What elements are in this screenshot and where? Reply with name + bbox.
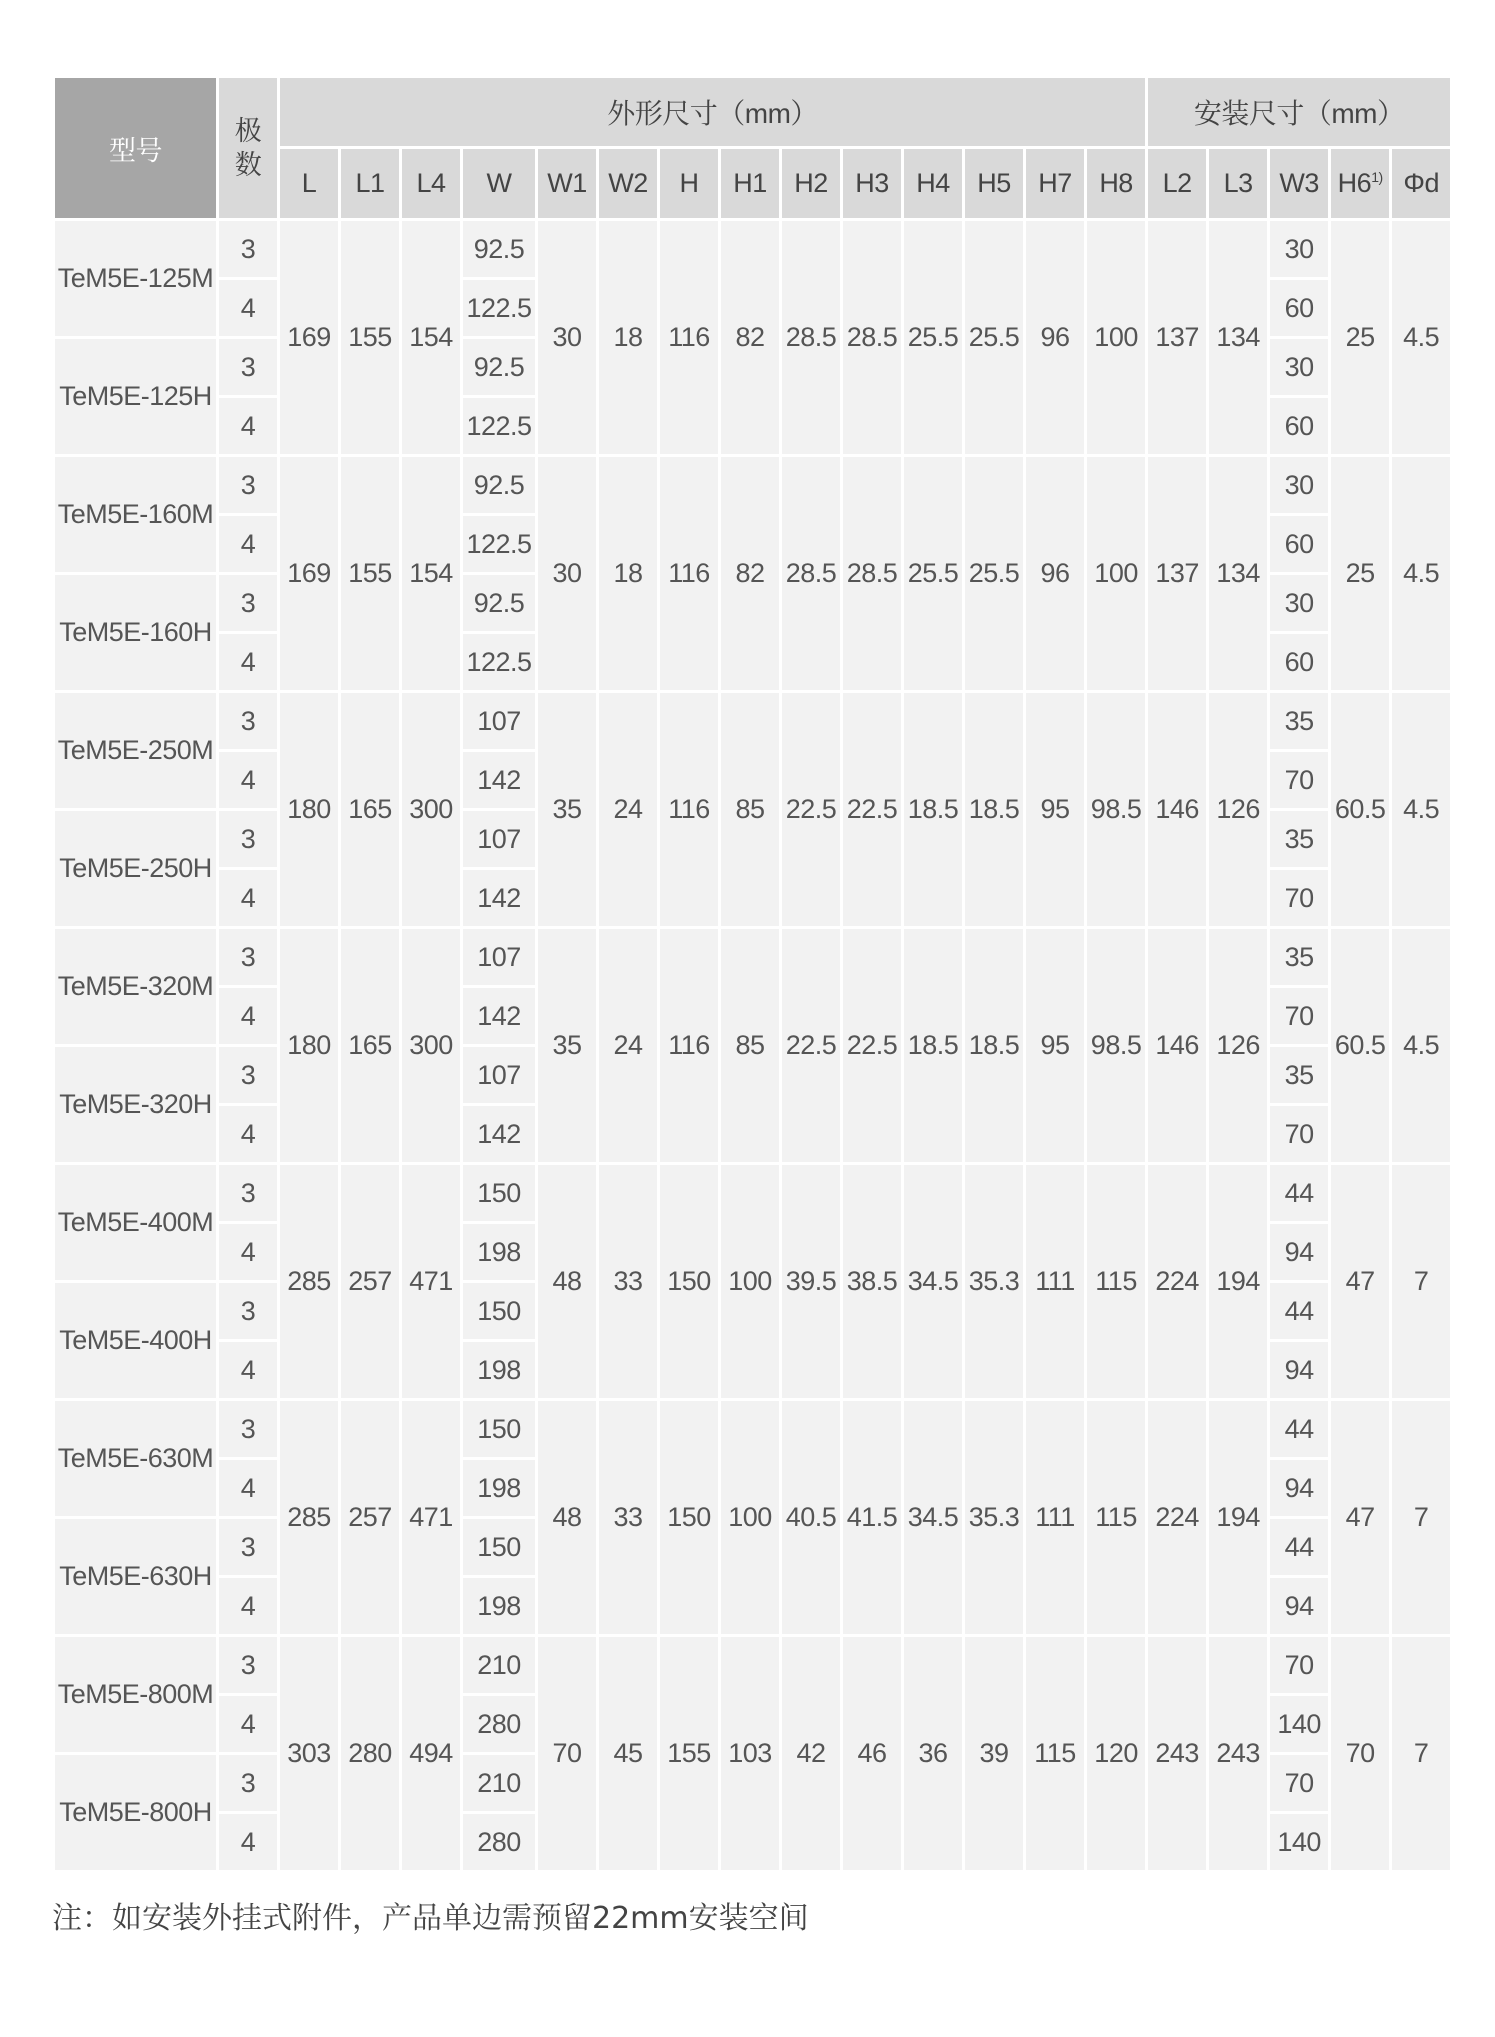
cell-l: 303 <box>280 1637 338 1870</box>
cell-h3: 46 <box>843 1637 901 1870</box>
cell-w3: 70 <box>1270 752 1328 808</box>
cell-l: 169 <box>280 221 338 454</box>
cell-l1: 165 <box>341 693 399 926</box>
cell-h6: 70 <box>1331 1637 1389 1870</box>
poles-cell: 3 <box>219 1755 277 1811</box>
cell-w: 122.5 <box>463 398 535 454</box>
cell-w: 280 <box>463 1696 535 1752</box>
cell-l2: 146 <box>1148 693 1206 926</box>
cell-h8: 115 <box>1087 1165 1145 1398</box>
cell-w1: 35 <box>538 929 596 1162</box>
cell-h7: 115 <box>1026 1637 1084 1870</box>
header-col-h1: H1 <box>721 149 779 218</box>
dimension-table <box>52 75 1453 1873</box>
model-cell: TeM5E-800M <box>55 1637 216 1752</box>
cell-h7: 95 <box>1026 929 1084 1162</box>
cell-h: 116 <box>660 221 718 454</box>
cell-w3: 35 <box>1270 1047 1328 1103</box>
table-row <box>55 929 1450 985</box>
cell-w3: 44 <box>1270 1165 1328 1221</box>
poles-cell: 4 <box>219 870 277 926</box>
cell-w3: 70 <box>1270 988 1328 1044</box>
cell-h2: 28.5 <box>782 221 840 454</box>
poles-cell: 3 <box>219 811 277 867</box>
cell-w3: 94 <box>1270 1342 1328 1398</box>
cell-h: 155 <box>660 1637 718 1870</box>
cell-h: 150 <box>660 1165 718 1398</box>
cell-h1: 82 <box>721 457 779 690</box>
poles-cell: 3 <box>219 1047 277 1103</box>
poles-cell: 3 <box>219 1401 277 1457</box>
table-row <box>55 221 1450 277</box>
cell-w: 210 <box>463 1637 535 1693</box>
cell-h1: 85 <box>721 693 779 926</box>
cell-l: 180 <box>280 929 338 1162</box>
cell-l2: 224 <box>1148 1401 1206 1634</box>
cell-h4: 34.5 <box>904 1165 962 1398</box>
cell-h2: 39.5 <box>782 1165 840 1398</box>
header-col-l: L <box>280 149 338 218</box>
model-cell: TeM5E-125M <box>55 221 216 336</box>
footnote: 注：如安装外挂式附件，产品单边需预留22mm安装空间 <box>52 1901 809 1936</box>
cell-h7: 96 <box>1026 221 1084 454</box>
cell-w3: 44 <box>1270 1401 1328 1457</box>
cell-h5: 18.5 <box>965 693 1023 926</box>
cell-w: 122.5 <box>463 280 535 336</box>
cell-w3: 35 <box>1270 693 1328 749</box>
cell-h4: 18.5 <box>904 929 962 1162</box>
cell-h1: 103 <box>721 1637 779 1870</box>
cell-h3: 28.5 <box>843 457 901 690</box>
poles-cell: 3 <box>219 575 277 631</box>
model-cell: TeM5E-250M <box>55 693 216 808</box>
cell-h1: 85 <box>721 929 779 1162</box>
cell-w2: 24 <box>599 693 657 926</box>
cell-h: 116 <box>660 693 718 926</box>
cell-w2: 33 <box>599 1401 657 1634</box>
cell-l4: 494 <box>402 1637 460 1870</box>
cell-h4: 25.5 <box>904 221 962 454</box>
cell-l1: 257 <box>341 1401 399 1634</box>
poles-cell: 3 <box>219 1283 277 1339</box>
cell-w2: 18 <box>599 221 657 454</box>
cell-w2: 24 <box>599 929 657 1162</box>
cell-l4: 471 <box>402 1401 460 1634</box>
cell-w: 107 <box>463 811 535 867</box>
cell-l3: 126 <box>1209 693 1267 926</box>
cell-l4: 300 <box>402 693 460 926</box>
poles-cell: 4 <box>219 516 277 572</box>
cell-l: 180 <box>280 693 338 926</box>
cell-h8: 100 <box>1087 221 1145 454</box>
cell-w: 142 <box>463 752 535 808</box>
cell-w: 210 <box>463 1755 535 1811</box>
cell-w3: 60 <box>1270 280 1328 336</box>
cell-h8: 115 <box>1087 1401 1145 1634</box>
header-col-h3: H3 <box>843 149 901 218</box>
cell-phi-d: 7 <box>1392 1165 1450 1398</box>
header-col-l3: L3 <box>1209 149 1267 218</box>
table-row <box>55 693 1450 749</box>
cell-w3: 94 <box>1270 1578 1328 1634</box>
cell-w: 142 <box>463 870 535 926</box>
cell-phi-d: 4.5 <box>1392 929 1450 1162</box>
cell-w1: 48 <box>538 1401 596 1634</box>
cell-l3: 243 <box>1209 1637 1267 1870</box>
cell-h2: 42 <box>782 1637 840 1870</box>
cell-h5: 18.5 <box>965 929 1023 1162</box>
header-col-h4: H4 <box>904 149 962 218</box>
cell-h2: 22.5 <box>782 693 840 926</box>
cell-l1: 155 <box>341 457 399 690</box>
cell-w: 198 <box>463 1460 535 1516</box>
cell-w3: 30 <box>1270 457 1328 513</box>
header-outline-dimensions: 外形尺寸（mm） <box>280 78 1145 146</box>
cell-h5: 35.3 <box>965 1401 1023 1634</box>
cell-l4: 154 <box>402 457 460 690</box>
cell-h1: 100 <box>721 1401 779 1634</box>
cell-h2: 40.5 <box>782 1401 840 1634</box>
cell-l2: 224 <box>1148 1165 1206 1398</box>
cell-h4: 18.5 <box>904 693 962 926</box>
cell-w3: 60 <box>1270 398 1328 454</box>
cell-w: 150 <box>463 1283 535 1339</box>
cell-w3: 94 <box>1270 1460 1328 1516</box>
cell-phi-d: 4.5 <box>1392 693 1450 926</box>
header-col-h: H <box>660 149 718 218</box>
cell-w: 198 <box>463 1578 535 1634</box>
cell-l3: 134 <box>1209 221 1267 454</box>
cell-w: 150 <box>463 1165 535 1221</box>
poles-cell: 3 <box>219 457 277 513</box>
header-col-h6: H6$^{1)}$ <box>1331 149 1389 218</box>
cell-l1: 155 <box>341 221 399 454</box>
cell-w: 92.5 <box>463 575 535 631</box>
cell-h6: 25 <box>1331 457 1389 690</box>
cell-w1: 70 <box>538 1637 596 1870</box>
poles-cell: 3 <box>219 1637 277 1693</box>
poles-cell: 4 <box>219 1696 277 1752</box>
poles-cell: 3 <box>219 1519 277 1575</box>
cell-w3: 140 <box>1270 1696 1328 1752</box>
table-row <box>55 1165 1450 1221</box>
cell-w3: 30 <box>1270 221 1328 277</box>
header-col-l4: L4 <box>402 149 460 218</box>
cell-l4: 471 <box>402 1165 460 1398</box>
cell-w3: 70 <box>1270 870 1328 926</box>
cell-phi-d: 7 <box>1392 1401 1450 1634</box>
cell-w3: 44 <box>1270 1519 1328 1575</box>
cell-h5: 25.5 <box>965 221 1023 454</box>
header-col-h5: H5 <box>965 149 1023 218</box>
cell-l: 169 <box>280 457 338 690</box>
table-row <box>55 1637 1450 1693</box>
cell-w3: 35 <box>1270 811 1328 867</box>
cell-h4: 34.5 <box>904 1401 962 1634</box>
cell-l1: 257 <box>341 1165 399 1398</box>
cell-h3: 22.5 <box>843 929 901 1162</box>
poles-cell: 4 <box>219 1106 277 1162</box>
cell-h: 116 <box>660 457 718 690</box>
cell-h6: 60.5 <box>1331 693 1389 926</box>
model-cell: TeM5E-160H <box>55 575 216 690</box>
cell-w1: 30 <box>538 221 596 454</box>
model-cell: TeM5E-320M <box>55 929 216 1044</box>
cell-l3: 194 <box>1209 1165 1267 1398</box>
cell-w1: 30 <box>538 457 596 690</box>
cell-phi-d: 7 <box>1392 1637 1450 1870</box>
model-cell: TeM5E-630H <box>55 1519 216 1634</box>
cell-w2: 45 <box>599 1637 657 1870</box>
cell-w: 198 <box>463 1342 535 1398</box>
cell-w3: 44 <box>1270 1283 1328 1339</box>
poles-cell: 4 <box>219 1578 277 1634</box>
poles-cell: 4 <box>219 1224 277 1280</box>
cell-w3: 60 <box>1270 516 1328 572</box>
cell-h4: 25.5 <box>904 457 962 690</box>
model-cell: TeM5E-800H <box>55 1755 216 1870</box>
model-cell: TeM5E-125H <box>55 339 216 454</box>
header-col-l1: L1 <box>341 149 399 218</box>
header-col-w1: W1 <box>538 149 596 218</box>
cell-h3: 41.5 <box>843 1401 901 1634</box>
cell-phi-d: 4.5 <box>1392 221 1450 454</box>
cell-l3: 194 <box>1209 1401 1267 1634</box>
model-cell: TeM5E-400M <box>55 1165 216 1280</box>
cell-w3: 60 <box>1270 634 1328 690</box>
cell-h6: 47 <box>1331 1401 1389 1634</box>
poles-cell: 4 <box>219 1342 277 1398</box>
cell-h6: 60.5 <box>1331 929 1389 1162</box>
cell-w3: 70 <box>1270 1637 1328 1693</box>
cell-w: 142 <box>463 988 535 1044</box>
table-row <box>55 457 1450 513</box>
cell-l: 285 <box>280 1401 338 1634</box>
cell-l3: 134 <box>1209 457 1267 690</box>
poles-cell: 4 <box>219 988 277 1044</box>
cell-w3: 30 <box>1270 575 1328 631</box>
cell-h4: 36 <box>904 1637 962 1870</box>
cell-phi-d: 4.5 <box>1392 457 1450 690</box>
cell-l1: 165 <box>341 929 399 1162</box>
header-col-dd: Φd <box>1392 149 1450 218</box>
cell-l3: 126 <box>1209 929 1267 1162</box>
cell-w3: 30 <box>1270 339 1328 395</box>
header-col-w: W <box>463 149 535 218</box>
cell-w: 92.5 <box>463 339 535 395</box>
cell-h8: 98.5 <box>1087 929 1145 1162</box>
cell-h8: 100 <box>1087 457 1145 690</box>
cell-w: 142 <box>463 1106 535 1162</box>
cell-w: 280 <box>463 1814 535 1870</box>
cell-l2: 137 <box>1148 221 1206 454</box>
cell-w: 122.5 <box>463 516 535 572</box>
cell-h7: 111 <box>1026 1165 1084 1398</box>
cell-h8: 120 <box>1087 1637 1145 1870</box>
cell-h2: 28.5 <box>782 457 840 690</box>
h6-footnote-marker: 1) <box>1371 169 1383 185</box>
cell-h5: 25.5 <box>965 457 1023 690</box>
poles-cell: 4 <box>219 1460 277 1516</box>
cell-w: 198 <box>463 1224 535 1280</box>
model-cell: TeM5E-160M <box>55 457 216 572</box>
cell-w: 92.5 <box>463 457 535 513</box>
cell-h3: 38.5 <box>843 1165 901 1398</box>
cell-w3: 70 <box>1270 1106 1328 1162</box>
header-col-w3: W3 <box>1270 149 1328 218</box>
header-poles <box>219 78 277 218</box>
cell-w2: 33 <box>599 1165 657 1398</box>
cell-h3: 22.5 <box>843 693 901 926</box>
poles-cell: 4 <box>219 280 277 336</box>
cell-h7: 96 <box>1026 457 1084 690</box>
cell-w3: 140 <box>1270 1814 1328 1870</box>
poles-cell: 3 <box>219 1165 277 1221</box>
poles-cell: 4 <box>219 1814 277 1870</box>
cell-w3: 94 <box>1270 1224 1328 1280</box>
cell-h2: 22.5 <box>782 929 840 1162</box>
cell-w: 107 <box>463 929 535 985</box>
cell-h: 116 <box>660 929 718 1162</box>
cell-w: 150 <box>463 1401 535 1457</box>
cell-w: 107 <box>463 693 535 749</box>
cell-h7: 95 <box>1026 693 1084 926</box>
cell-w: 122.5 <box>463 634 535 690</box>
cell-h7: 111 <box>1026 1401 1084 1634</box>
header-col-w2: W2 <box>599 149 657 218</box>
cell-h1: 100 <box>721 1165 779 1398</box>
cell-w3: 70 <box>1270 1755 1328 1811</box>
table-row <box>55 1401 1450 1457</box>
cell-w: 107 <box>463 1047 535 1103</box>
poles-cell: 3 <box>219 929 277 985</box>
spec-sheet <box>55 75 1441 1873</box>
header-col-h2: H2 <box>782 149 840 218</box>
header-col-h7: H7 <box>1026 149 1084 218</box>
header-col-l2: L2 <box>1148 149 1206 218</box>
cell-w2: 18 <box>599 457 657 690</box>
cell-h6: 47 <box>1331 1165 1389 1398</box>
cell-h5: 35.3 <box>965 1165 1023 1398</box>
poles-cell: 4 <box>219 752 277 808</box>
cell-l2: 146 <box>1148 929 1206 1162</box>
model-cell: TeM5E-630M <box>55 1401 216 1516</box>
cell-l: 285 <box>280 1165 338 1398</box>
header-model: 型号 <box>55 78 216 218</box>
header-poles-label: 极 数 <box>234 116 262 180</box>
cell-l2: 243 <box>1148 1637 1206 1870</box>
cell-h6: 25 <box>1331 221 1389 454</box>
cell-w1: 35 <box>538 693 596 926</box>
model-cell: TeM5E-320H <box>55 1047 216 1162</box>
cell-l4: 154 <box>402 221 460 454</box>
model-cell: TeM5E-250H <box>55 811 216 926</box>
cell-l2: 137 <box>1148 457 1206 690</box>
cell-w: 150 <box>463 1519 535 1575</box>
cell-h3: 28.5 <box>843 221 901 454</box>
cell-w3: 35 <box>1270 929 1328 985</box>
poles-cell: 3 <box>219 693 277 749</box>
poles-cell: 4 <box>219 398 277 454</box>
cell-l4: 300 <box>402 929 460 1162</box>
poles-cell: 3 <box>219 339 277 395</box>
model-cell: TeM5E-400H <box>55 1283 216 1398</box>
header-install-dimensions: 安装尺寸（mm） <box>1148 78 1450 146</box>
cell-w1: 48 <box>538 1165 596 1398</box>
cell-h8: 98.5 <box>1087 693 1145 926</box>
cell-w: 92.5 <box>463 221 535 277</box>
poles-cell: 3 <box>219 221 277 277</box>
cell-h1: 82 <box>721 221 779 454</box>
header-col-h8: H8 <box>1087 149 1145 218</box>
cell-h5: 39 <box>965 1637 1023 1870</box>
cell-l1: 280 <box>341 1637 399 1870</box>
cell-h: 150 <box>660 1401 718 1634</box>
poles-cell: 4 <box>219 634 277 690</box>
